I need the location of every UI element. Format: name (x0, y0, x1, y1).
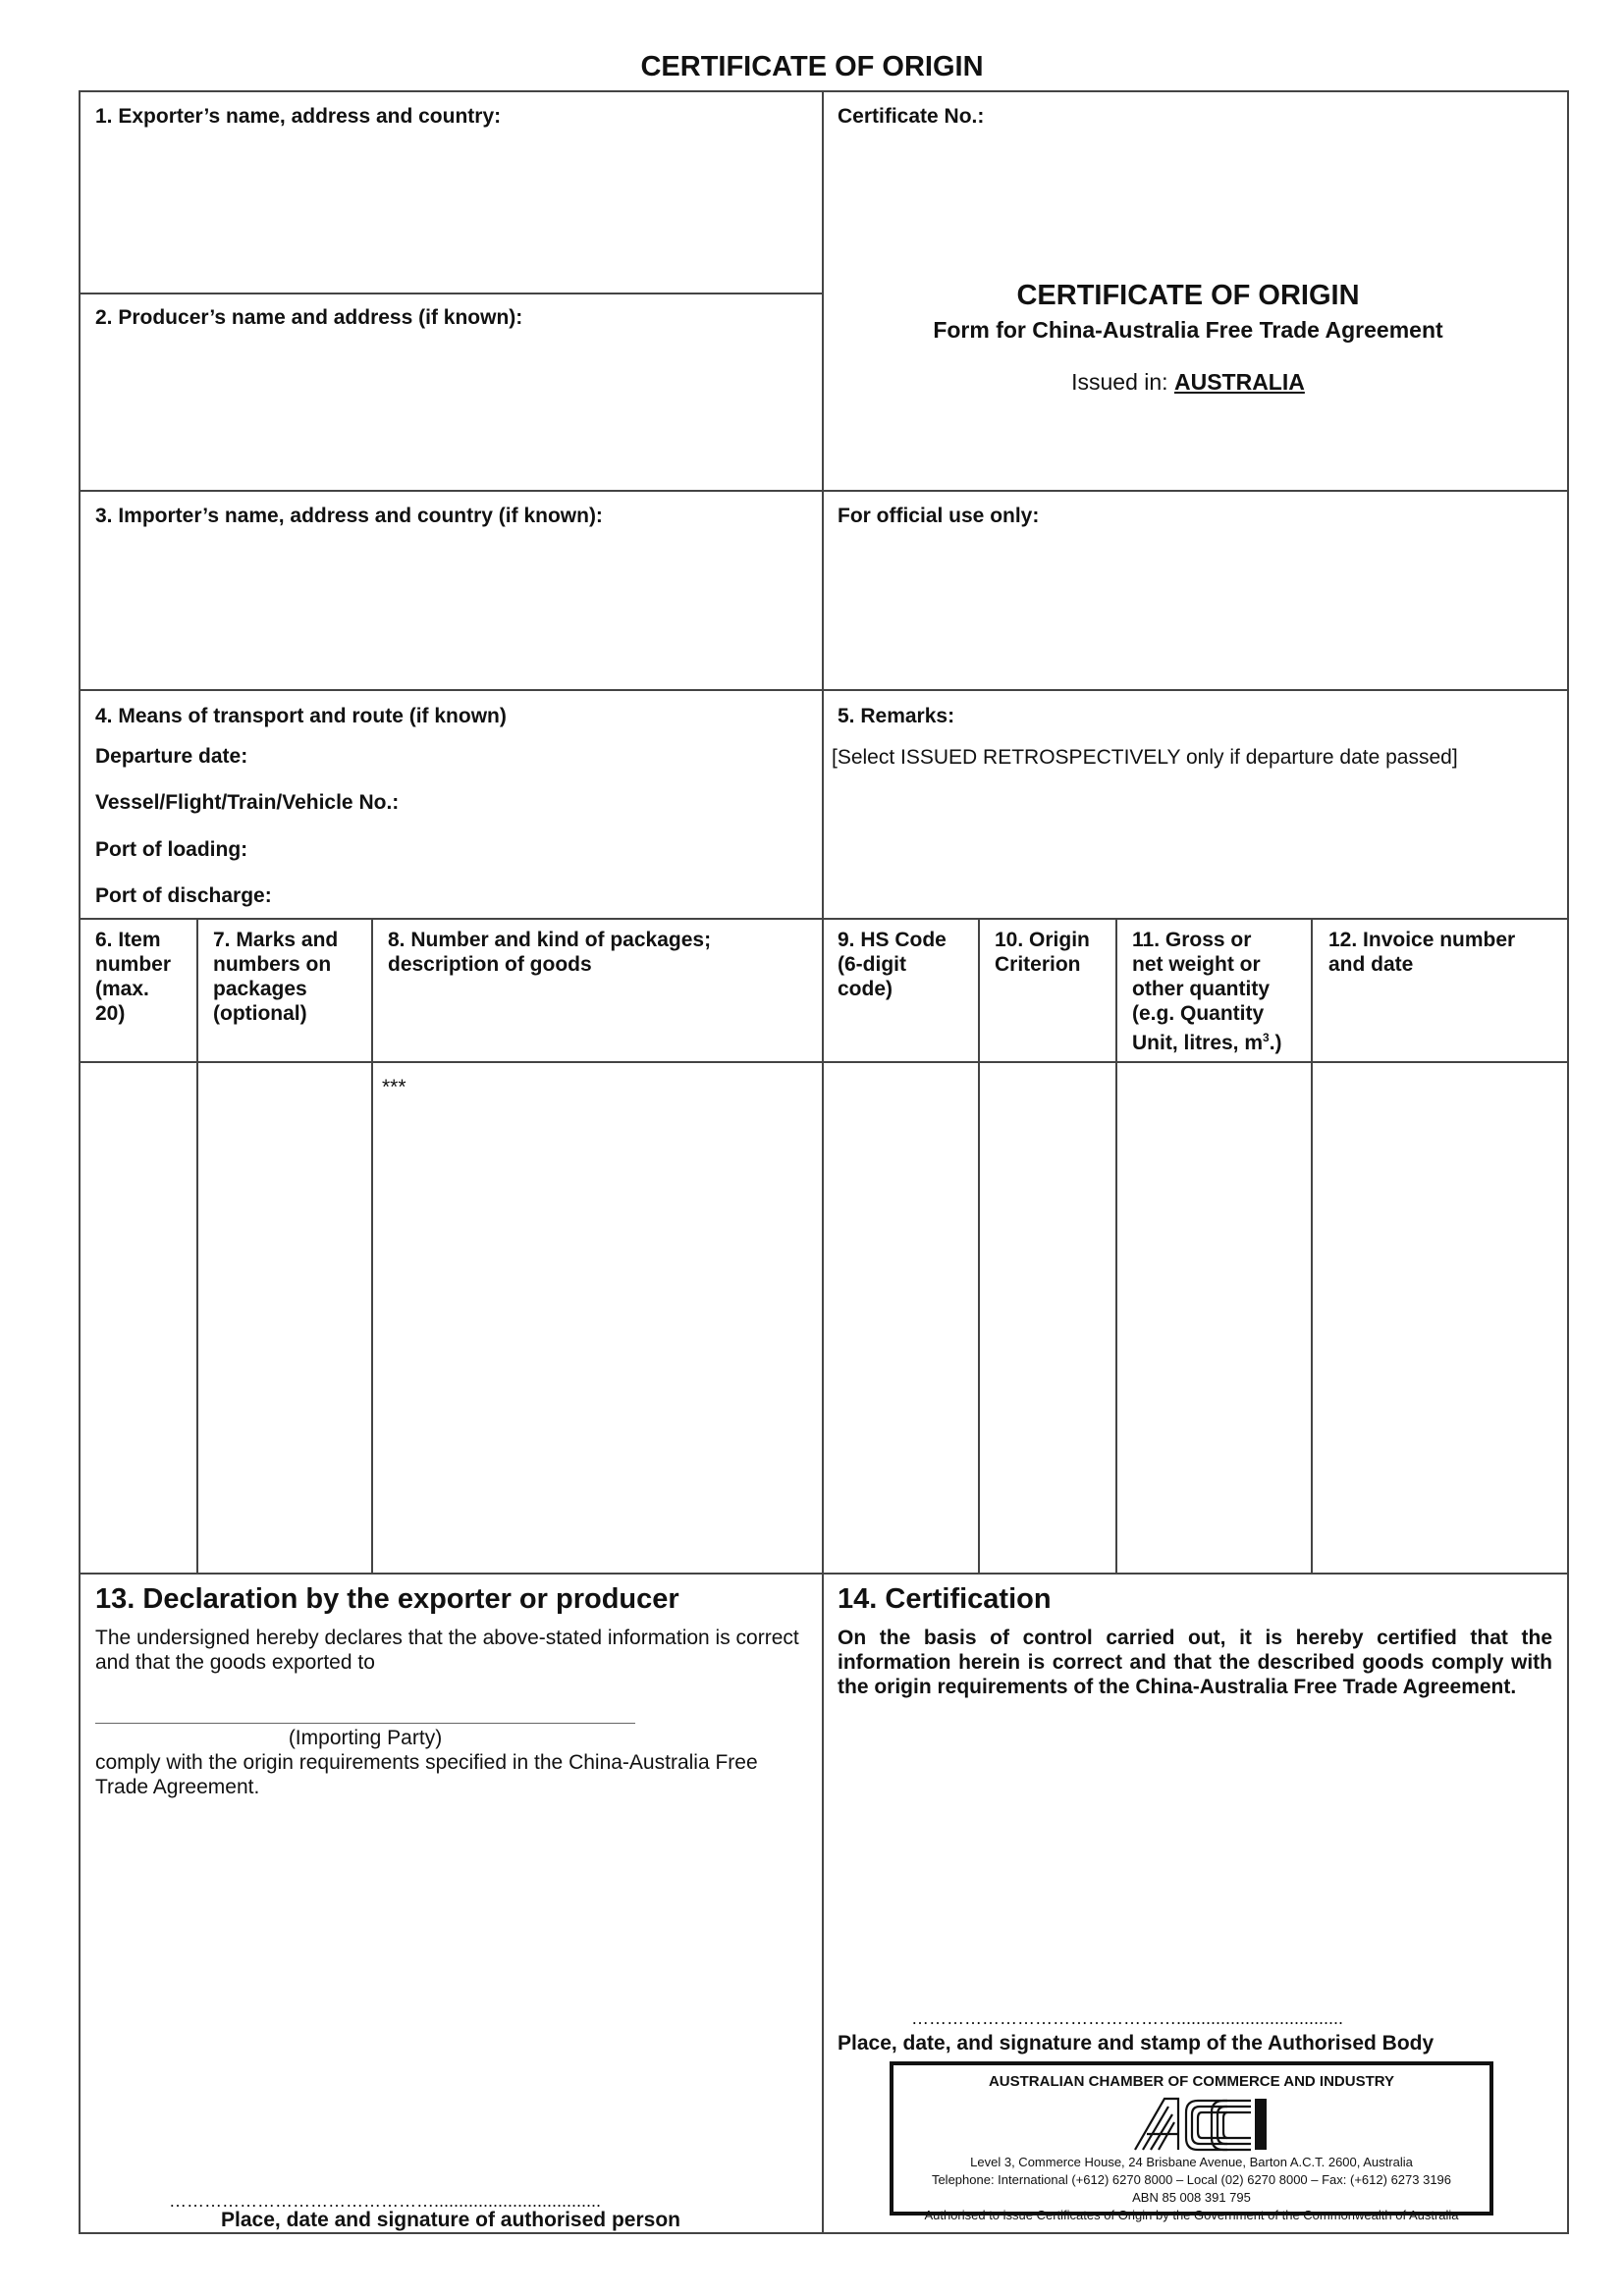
importer-label: 3. Importer’s name, address and country (if known): (95, 505, 603, 527)
col-divider-9-10 (978, 918, 980, 1574)
col6-line: 20) (95, 1002, 126, 1025)
departure-date-label: Departure date: (95, 745, 248, 768)
importing-party-label: (Importing Party) (288, 1727, 443, 1749)
producer-label: 2. Producer’s name and address (if known): (95, 306, 523, 329)
certification-signature-dots: ……………………………………….................................. (911, 2008, 1344, 2028)
issued-in-label: Issued in: (1071, 369, 1168, 395)
line-row-box3 (79, 490, 1569, 492)
col11-close: .) (1269, 1032, 1282, 1054)
col6-line: (max. (95, 978, 149, 1000)
frame-top (79, 90, 1569, 92)
remarks-label: 5. Remarks: (838, 705, 955, 727)
line-row-declaration (79, 1573, 1569, 1575)
certificate-number-label: Certificate No.: (838, 105, 985, 128)
col-divider-10-11 (1115, 918, 1117, 1574)
transport-label: 4. Means of transport and route (if known) (95, 705, 507, 727)
document-title: CERTIFICATE OF ORIGIN (640, 51, 984, 82)
col7-line: numbers on (213, 953, 332, 976)
center-divider (822, 90, 824, 2234)
declaration-text-1: The undersigned hereby declares that the above-stated information is correct and that the goods exported to (95, 1627, 799, 1674)
col6-line: number (95, 953, 172, 976)
col10-line: 10. Origin (995, 929, 1090, 951)
declaration-text-2: comply with the origin requirements specified in the China-Australia Free Trade Agreement. (95, 1751, 758, 1798)
col11-unit: Unit, litres, m (1132, 1032, 1264, 1054)
issued-in-country: AUSTRALIA (1173, 369, 1305, 395)
goods-description-cell: *** (382, 1076, 406, 1098)
certificate-heading: CERTIFICATE OF ORIGIN (1016, 280, 1360, 311)
col6-line: 6. Item (95, 929, 161, 951)
col-weight-header (1132, 928, 1282, 1055)
declaration-signature-dots: ……………………………………….................................. (169, 2191, 602, 2211)
vessel-label: Vessel/Flight/Train/Vehicle No.: (95, 791, 400, 814)
port-discharge-label: Port of discharge: (95, 884, 272, 907)
col9-line: code) (838, 978, 893, 1000)
col-divider-11-12 (1311, 918, 1313, 1574)
frame-bottom (79, 2232, 1569, 2234)
col9-line: (6-digit (838, 953, 906, 976)
certification-signature-label: Place, date, and signature and stamp of the Authorised Body (838, 2032, 1435, 2055)
line-table-header (79, 1061, 1569, 1063)
declaration-heading: 13. Declaration by the exporter or producer (95, 1583, 679, 1615)
acci-stamp (890, 2061, 1493, 2222)
col-item-number-header (95, 928, 171, 1026)
col7-line: packages (213, 978, 307, 1000)
col11-line: 11. Gross or (1132, 929, 1252, 951)
col10-line: Criterion (995, 953, 1081, 976)
col11-line (1132, 1026, 1282, 1055)
acci-abn: ABN 85 008 391 795 (1132, 2190, 1251, 2205)
declaration-signature-label: Place, date and signature of authorised person (221, 2209, 680, 2231)
col7-line: (optional) (213, 1002, 307, 1025)
line-row-box4 (79, 689, 1569, 691)
col11-line: other quantity (1132, 978, 1270, 1000)
remarks-text: [Select ISSUED RETROSPECTIVELY only if departure date passed] (832, 746, 1458, 769)
official-use-label: For official use only: (838, 505, 1040, 527)
col8-line: 8. Number and kind of packages; (388, 929, 712, 951)
col-hs-code-header (838, 928, 947, 1001)
col8-line: description of goods (388, 953, 592, 976)
col11-line: (e.g. Quantity (1132, 1002, 1265, 1025)
col12-line: and date (1328, 953, 1414, 976)
acci-address: Level 3, Commerce House, 24 Brisbane Avenue, Barton A.C.T. 2600, Australia (970, 2155, 1413, 2169)
certificate-form-title: Form for China-Australia Free Trade Agreement (933, 317, 1443, 343)
col-packages-header (388, 928, 711, 977)
col12-line: 12. Invoice number (1328, 929, 1516, 951)
certification-text: On the basis of control carried out, it is hereby certified that the information herein is correct and that the described goods comply with the origin requirements of the China-Australia Free Trade Agreement. (838, 1627, 1552, 1698)
importing-party-line (95, 1723, 635, 1724)
line-box1-box2 (79, 293, 823, 294)
col11-superscript: 3 (1263, 1031, 1270, 1044)
col9-line: 9. HS Code (838, 929, 947, 951)
certification-heading: 14. Certification (838, 1583, 1052, 1615)
exporter-label: 1. Exporter’s name, address and country: (95, 105, 502, 128)
col7-line: 7. Marks and (213, 929, 339, 951)
col-divider-7-8 (371, 918, 373, 1574)
col-marks-header (213, 928, 338, 1026)
port-loading-label: Port of loading: (95, 838, 248, 861)
col-origin-criterion-header (995, 928, 1090, 977)
frame-right (1567, 90, 1569, 2234)
col-divider-6-7 (196, 918, 198, 1574)
line-row-table (79, 918, 1569, 920)
acci-authorised: Authorised to issue Certificates of Origin by the Government of the Commonwealth of Australia (924, 2208, 1459, 2222)
acci-name: AUSTRALIAN CHAMBER OF COMMERCE AND INDUSTRY (988, 2073, 1395, 2090)
issued-in (819, 369, 1557, 396)
col-invoice-header (1328, 928, 1515, 977)
acci-telephone: Telephone: International (+612) 6270 8000 – Local (02) 6270 8000 – Fax: (+612) 6273 3196 (931, 2172, 1452, 2187)
frame-left (79, 90, 81, 2234)
acci-address-block (893, 2154, 1489, 2224)
col11-line: net weight or (1132, 953, 1261, 976)
acci-logo (1133, 2095, 1271, 2152)
